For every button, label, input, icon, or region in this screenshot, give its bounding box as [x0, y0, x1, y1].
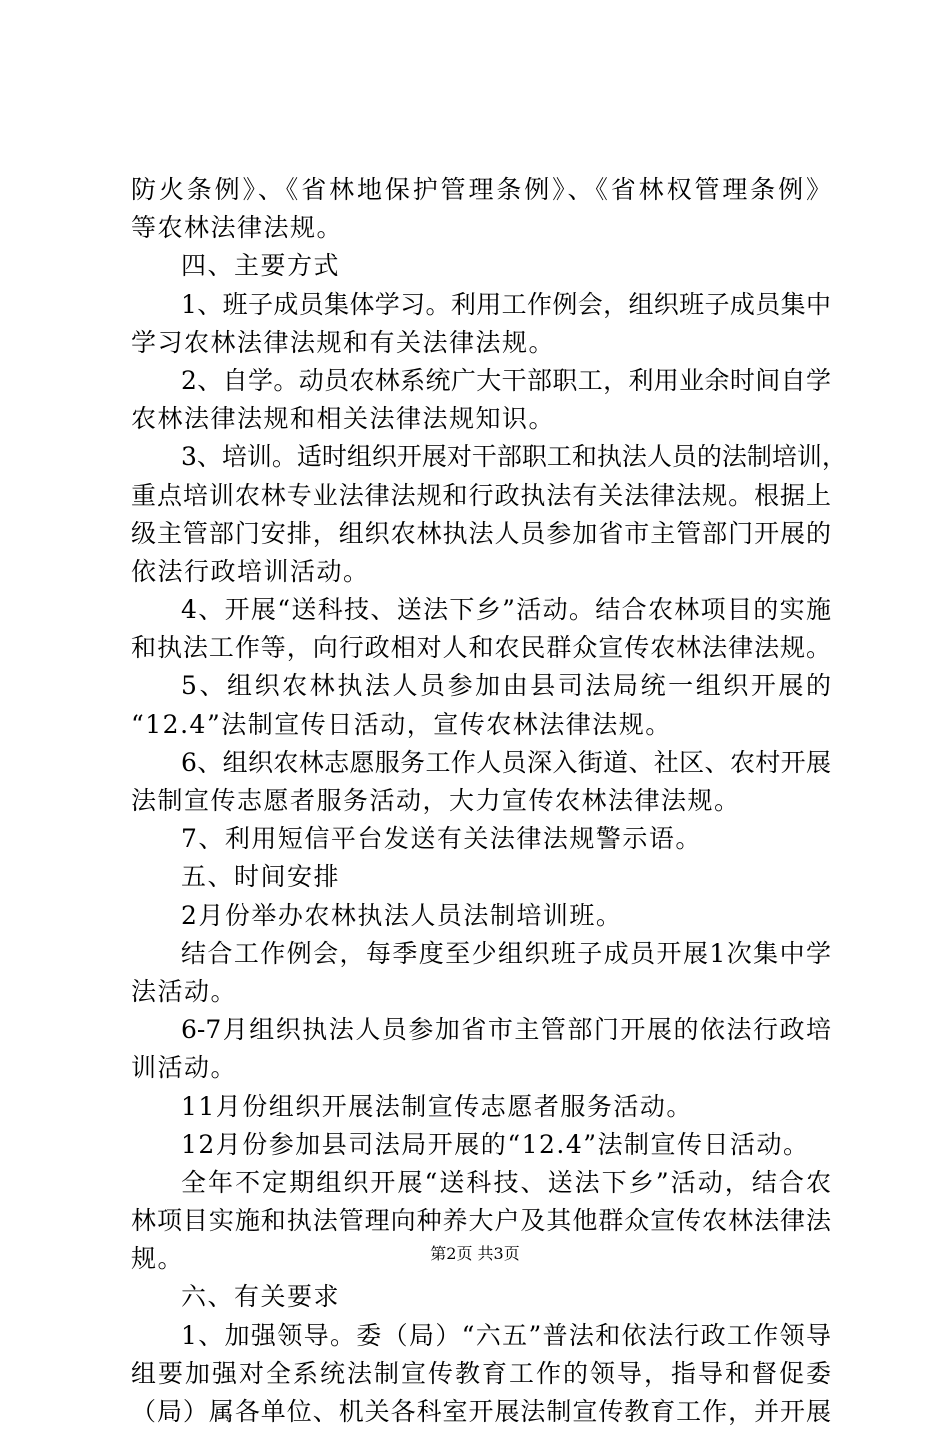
text-line: 依法行政培训活动。: [131, 556, 370, 586]
text-line: 规。: [131, 1244, 185, 1274]
text-line: “12.4”法制宣传日活动，宣传农林法律法规。: [131, 709, 672, 739]
text-line: 和执法工作等，向行政相对人和农民群众宣传农林法律法规。: [131, 633, 831, 663]
text-line: （局）属各单位、机关各科室开展法制宣传教育工作，并开展: [131, 1397, 831, 1426]
text-line: 学习农林法律法规和有关法律法规。: [131, 327, 556, 357]
text-line: 1、班子成员集体学习。利用工作例会，组织班子成员集中: [181, 289, 831, 319]
text-line: 重点培训农林专业法律法规和行政执法有关法律法规。根据上: [131, 480, 831, 510]
text-line: 防火条例》、《省林地保护管理条例》、《省林权管理条例》: [131, 175, 831, 204]
text-line: 全年不定期组织开展“送科技、送法下乡”活动，结合农: [181, 1167, 831, 1197]
text-line: 级主管部门安排，组织农林执法人员参加省市主管部门开展的: [131, 518, 831, 548]
section-heading: 五、时间安排: [181, 862, 341, 892]
text-line: 结合工作例会，每季度至少组织班子成员开展1次集中学: [181, 938, 831, 968]
text-line: 法制宣传志愿者服务活动，大力宣传农林法律法规。: [131, 786, 741, 815]
text-line: 法活动。: [131, 976, 238, 1006]
text-line: 12月份参加县司法局开展的“12.4”法制宣传日活动。: [181, 1129, 810, 1159]
text-line: 林项目实施和执法管理向种养大户及其他群众宣传农林法律法: [131, 1206, 831, 1236]
text-line: 3、培训。适时组织开展对干部职工和执法人员的法制培训，: [181, 442, 847, 472]
text-line: 等农林法律法规。: [131, 213, 344, 243]
section-heading: 六、有关要求: [181, 1282, 341, 1312]
text-line: 组要加强对全系统法制宣传教育工作的领导，指导和督促委: [131, 1358, 831, 1388]
section-heading: 四、主要方式: [181, 251, 341, 281]
text-line: 农林法律法规和相关法律法规知识。: [131, 404, 556, 434]
text-line: 2、自学。动员农林系统广大干部职工，利用业余时间自学: [181, 365, 831, 395]
text-line: 7、利用短信平台发送有关法律法规警示语。: [181, 824, 702, 854]
text-line: 11月份组织开展法制宣传志愿者服务活动。: [181, 1091, 693, 1121]
document-body: [131, 171, 847, 1431]
text-line: 4、开展“送科技、送法下乡”活动。结合农林项目的实施: [181, 595, 831, 625]
text-line: 2月份举办农林执法人员法制培训班。: [181, 900, 623, 930]
page-number: 第2页 共3页: [430, 1244, 520, 1263]
text-line: 1、加强领导。委（局）“六五”普法和依法行政工作领导: [181, 1320, 831, 1350]
text-line: 5、组织农林执法人员参加由县司法局统一组织开展的: [181, 671, 831, 701]
text-line: 6、组织农林志愿服务工作人员深入街道、社区、农村开展: [181, 747, 831, 777]
text-line: 6-7月组织执法人员参加省市主管部门开展的依法行政培: [181, 1015, 831, 1045]
text-line: 训活动。: [131, 1053, 238, 1083]
